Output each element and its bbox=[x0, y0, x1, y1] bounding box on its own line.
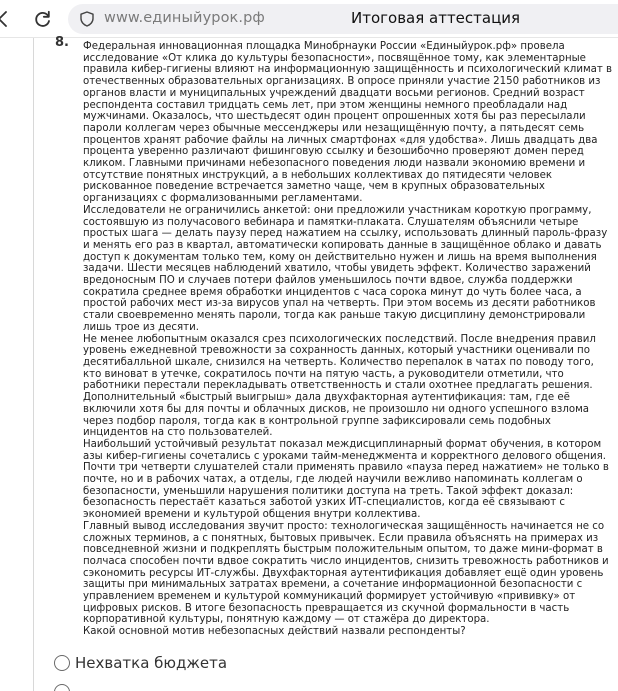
address-bar[interactable] bbox=[68, 4, 618, 34]
radio-button[interactable] bbox=[54, 655, 70, 671]
radio-button[interactable] bbox=[54, 684, 70, 691]
answer-option[interactable] bbox=[54, 684, 75, 691]
reload-icon[interactable] bbox=[33, 9, 53, 29]
question-number: 8. bbox=[55, 35, 69, 50]
answer-option[interactable] bbox=[54, 654, 227, 672]
browser-toolbar bbox=[0, 0, 618, 38]
question-paragraph: Федеральная инновационная площадка Минобрнауки России «Единыйурок.рф» провела исследование «От клика до культуры безопасности», посвящённое тому, как элементарные правила кибер-гигиены влияют на информационную защищённость и психологический климат в отечественных образовательных организациях. В опросе приняли участие 2150 работников из органов власти и муниципальных учреждений двадцати восьми регионов. Средний возраст респондента составил тридцать семь лет, при этом женщины немного преобладали над мужчинами. Оказалось, что шестьдесят один процент опрошенных хотя бы раз пересылали пароли коллегам через обычные мессенджеры или незащищённую почту, а пятьдесят семь процентов хранят рабочие файлы на личных смартфонах «для удобства». Лишь двадцать два процента уверенно различают фишинговую ссылку и безошибочно проверяют домен перед кликом. Главными причинами небезопасного поведения люди назвали экономию времени и отсутствие понятных инструкций, а в небольших коллективах до пятидесяти человек рискованное поведение встречается заметно чаще, чем в крупных образовательных организациях с формализованными регламентами. bbox=[83, 41, 613, 205]
question-paragraph: Наибольший устойчивый результат показал междисциплинарный формат обучения, в котором азы кибер-гигиены сочетались с уроками тайм-менеджмента и корректного делового общения. Почти три четверти слушателей стали применять правило «пауза перед нажатием» не только в почте, но и в рабочих чатах, а отделы, где людей научили вежливо напоминать коллегам о безопасности, уменьшили нарушения политики доступа на треть. Такой эффект доказал: безопасность перестаёт казаться заботой узких ИТ-специалистов, когда её связывают с экономией времени и культурой общения внутри коллектива. bbox=[83, 438, 609, 521]
back-arrow-icon[interactable] bbox=[0, 10, 12, 28]
shield-icon[interactable] bbox=[80, 11, 94, 27]
question-paragraph: Исследователи не ограничились анкетой: они предложили участникам короткую программу, состоявшую из получасового вебинара и памятки-плаката. Слушателям объяснили четыре простых шага — делать паузу перед нажатием на ссылку, использовать длинный пароль-фразу и менять его раз в квартал, автоматически копировать данные в защищённое облако и давать доступ к документам только тем, кому он действительно нужен и лишь на время выполнения задачи. Шести месяцев наблюдений хватило, чтобы увидеть эффект. Количество заражений вредоносным ПО и случаев потери файлов уменьшилось почти вдвое, служба поддержки сократила среднее время обработки инцидентов с часа сорока минут до чуть более часа, а простой рабочих мест из-за вирусов упал на четверть. При этом восемь из десяти работников стали своевременно менять пароли, тогда как раньше такую дисциплину демонстрировали лишь трое из десяти. bbox=[83, 204, 608, 333]
question-prompt: Какой основной мотив небезопасных действий назвали респонденты? bbox=[83, 626, 466, 638]
question-card-border bbox=[33, 38, 34, 691]
page-title: Итоговая аттестация bbox=[351, 9, 521, 27]
address-domain[interactable]: www.единыйурок.рф bbox=[104, 10, 265, 26]
question-paragraph: Главный вывод исследования звучит просто: технологическая защищённость начинается не со сложных терминов, а с понятных, бытовых привычек. Если правила объяснять на примерах из повседневной жизни и подкреплять быстрым положительным опытом, то даже мини-формат в полчаса способен почти вдвое сократить число инцидентов, снизить тревожность работников и сэкономить ресурсы ИТ-службы. Двухфакторная аутентификация добавляет ещё один уровень защиты при минимальных затратах времени, а сочетание информационной безопасности с управлением временем и культурой коммуникаций формирует устойчивую «прививку» от цифровых рисков. В итоге безопасность превращается из скучной формальности в часть корпоративной культуры, понятную каждому — от стажёра до директора. bbox=[83, 520, 609, 626]
question-text bbox=[83, 41, 613, 638]
answer-option-label[interactable]: Нехватка бюджета bbox=[75, 654, 228, 672]
question-paragraph: Не менее любопытным оказался срез психологических последствий. После внедрения правил уровень ежедневной тревожности за сохранность данных, который участники оценивали по десятибалльной шкале, снизился на четверть. Количество перепалок в чатах по поводу того, кто виноват в утечке, сократилось почти на пятую часть, а руководители отметили, что работники перестали перекладывать ответственность и стали охотнее предлагать решения. Дополнительный «быстрый выигрыш» дала двухфакторная аутентификация: там, где её включили хотя бы для почты и облачных дисков, не произошло ни одного успешного взлома через подбор пароля, тогда как в контрольной группе зафиксировали семь подобных инцидентов на сто пользователей. bbox=[83, 333, 596, 439]
